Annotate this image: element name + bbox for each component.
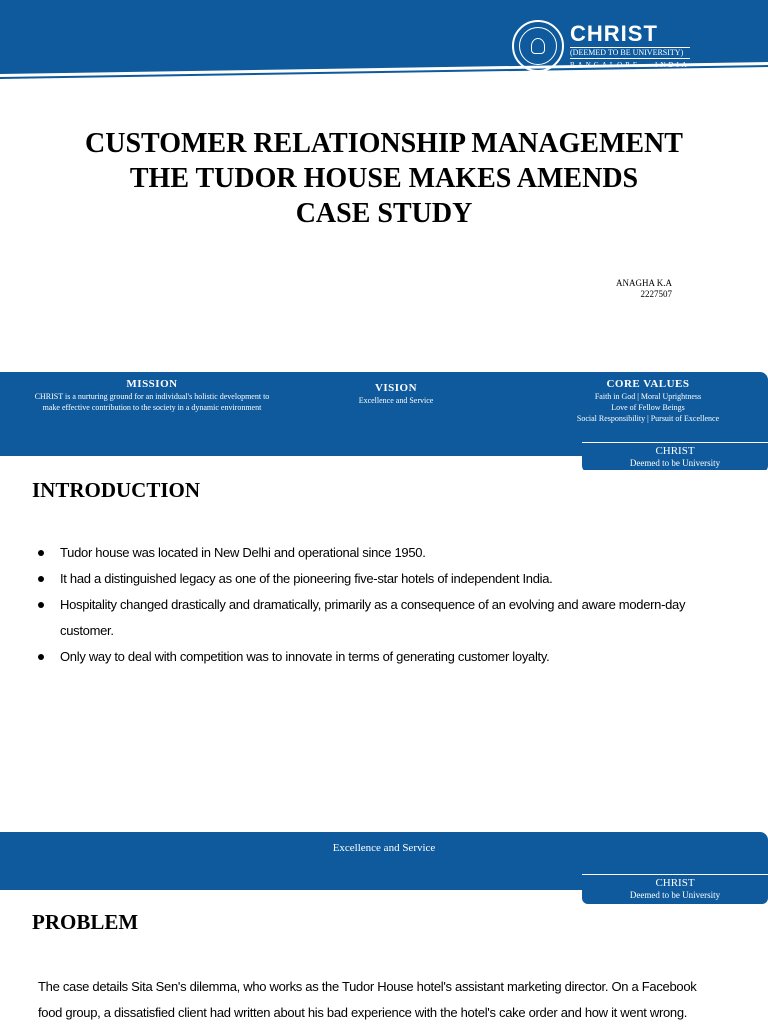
bullet-item: Only way to deal with competition was to innovate in terms of generating customer loyalty. (38, 644, 738, 670)
core-values-heading: CORE VALUES (606, 378, 690, 390)
vision-text: Excellence and Service (358, 396, 434, 405)
introduction-bullet-list (38, 540, 738, 670)
author-id: 2227507 (640, 289, 672, 299)
introduction-heading: INTRODUCTION (32, 478, 201, 502)
introduction-slide (0, 470, 768, 904)
tag-name: CHRIST (655, 445, 695, 457)
university-tag (582, 874, 768, 904)
core-values-line-2: Love of Fellow Beings (611, 403, 685, 412)
logo-subtitle: (DEEMED TO BE UNIVERSITY) (570, 47, 690, 59)
problem-slide (0, 904, 768, 1024)
vision-column (336, 382, 456, 406)
vision-heading: VISION (374, 382, 418, 394)
christ-logo (512, 20, 690, 72)
presentation-title (0, 126, 768, 231)
logo-place: BANGALORE · INDIA (570, 61, 690, 69)
title-line-3: CASE STUDY (295, 198, 473, 229)
tag-name: CHRIST (655, 877, 695, 889)
problem-line-1: The case details Sita Sen's dilemma, who works as the Tudor House hotel's assistant marketing director. On a Facebook (38, 979, 697, 994)
core-values-line-1: Faith in God | Moral Uprightness (594, 392, 702, 401)
university-tag (582, 442, 768, 470)
problem-line-2: food group, a dissatisfied client had written about his bad experience with the hotel's cake order and how it went wrong. (38, 1005, 688, 1020)
core-values-column (530, 378, 766, 424)
author-name: ANAGHA K.A (616, 278, 672, 288)
footer-motto: Excellence and Service (332, 842, 436, 854)
mission-heading: MISSION (126, 378, 178, 390)
bullet-item: Tudor house was located in New Delhi and operational since 1950. (38, 540, 738, 566)
mission-text-line-2: make effective contribution to the society in a dynamic environment (42, 403, 262, 412)
core-values-line-3: Social Responsibility | Pursuit of Excellence (576, 414, 720, 423)
university-seal-icon (512, 20, 564, 72)
title-line-2: THE TUDOR HOUSE MAKES AMENDS (129, 163, 639, 194)
bullet-item: It had a distinguished legacy as one of the pioneering five-star hotels of independent India. (38, 566, 738, 592)
mission-column (4, 378, 300, 413)
title-slide (0, 0, 768, 470)
bullet-item: Hospitality changed drastically and dramatically, primarily as a consequence of an evolving and aware modern-day customer. (38, 592, 738, 644)
logo-name: CHRIST (570, 21, 658, 46)
tag-subtitle: Deemed to be University (629, 890, 721, 900)
problem-heading: PROBLEM (32, 910, 139, 934)
tag-subtitle: Deemed to be University (629, 458, 721, 468)
title-line-1: CUSTOMER RELATIONSHIP MANAGEMENT (85, 128, 683, 159)
author-block (560, 278, 672, 300)
problem-paragraph (38, 974, 738, 1024)
mission-text-line-1: CHRIST is a nurturing ground for an individual's holistic development to (34, 392, 270, 401)
